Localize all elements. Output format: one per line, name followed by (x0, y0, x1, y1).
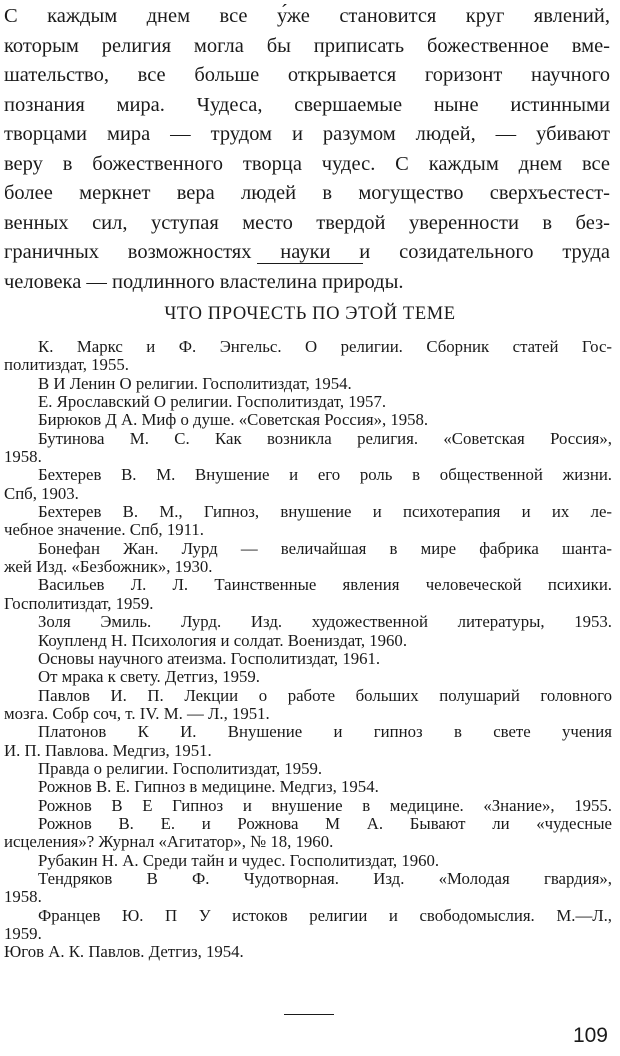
bibliography-line: Бутинова М. С. Как возникла религия. «Советская Россия», (38, 428, 612, 448)
paragraph-line: познания мира. Чудеса, свершаемые ныне истинными (4, 93, 610, 116)
bibliography-line: 1958. (4, 887, 42, 907)
bibliography-line: Коупленд Н. Психология и солдат. Воениздат, 1960. (38, 630, 408, 650)
bibliography-line: Бонефан Жан. Лурд — величайшая в мире фабрика шанта- (38, 538, 612, 558)
bibliography-line: Е. Ярославский О религии. Госполитиздат, 1957. (38, 392, 387, 412)
bibliography-line: чебное значение. Спб, 1911. (4, 520, 204, 540)
bibliography-line: Рубакин Н. А. Среди тайн и чудес. Госполитиздат, 1960. (38, 850, 440, 870)
bibliography-line: жей Изд. «Безбожник», 1930. (4, 557, 213, 577)
bibliography-line: мозга. Собр соч, т. IV. М. — Л., 1951. (4, 703, 270, 723)
bibliography-line: Правда о религии. Госполитиздат, 1959. (38, 758, 323, 778)
bibliography-line: Югов А. К. Павлов. Детгиз, 1954. (4, 942, 244, 962)
bibliography-line: Рожнов В. Е. и Рожнова М А. Бывают ли «чудесные (38, 813, 612, 833)
bibliography-line: В И Ленин О религии. Госполитиздат, 1954. (38, 373, 352, 393)
bibliography-line: Бехтерев В. М. Внушение и его роль в общественной жизни. (38, 465, 612, 485)
paragraph-line: шательство, все больше открывается горизонт научного (4, 64, 610, 86)
bibliography-line: И. П. Павлова. Медгиз, 1951. (4, 740, 212, 760)
paragraph-line: венных сил, уступая место твердой уверенности в без- (4, 211, 610, 234)
bibliography-line: Бехтерев В. М., Гипноз, внушение и психотерапия и их ле- (38, 502, 612, 522)
bibliography-line: Госполитиздат, 1959. (4, 593, 154, 613)
page-number: 109 (572, 1024, 608, 1047)
bibliography-line: Тендряков В Ф. Чудотворная. Изд. «Молодая гвардия», (38, 868, 612, 888)
bibliography-line: Павлов И. П. Лекции о работе больших полушарий головного (38, 685, 612, 705)
paragraph-line: которым религия могла бы приписать божественное вме- (4, 34, 610, 57)
paragraph-line: творцами мира — трудом и разумом людей, — убивают (4, 123, 610, 145)
bibliography-line: исцеления»? Журнал «Агитатор», № 18, 1960. (4, 832, 334, 852)
bibliography-line: От мрака к свету. Детгиз, 1959. (38, 667, 261, 687)
bibliography-line: 1958. (4, 447, 42, 467)
bibliography-line: Рожнов В. Е. Гипноз в медицине. Медгиз, 1954. (38, 777, 379, 797)
paragraph-line: более меркнет вера людей в могущество сверхъестест- (4, 182, 610, 204)
paragraph-line: С каждым днем все у́же становится круг явлений, (4, 5, 610, 27)
paragraph-line: веру в божественного творца чудес. С каждым днем все (4, 152, 610, 175)
section-divider-top (257, 263, 363, 264)
bibliography-line: К. Маркс и Ф. Энгельс. О религии. Сборник статей Гос- (38, 337, 612, 356)
bibliography-line: 1959. (4, 924, 42, 943)
bibliography-line: Францев Ю. П У истоков религии и свободомыслия. М.—Л., (38, 905, 612, 925)
bibliography-line: политиздат, 1955. (4, 355, 129, 375)
paragraph-line: человека — подлинного властелина природы. (4, 270, 404, 293)
paragraph-line: граничных возможностях науки и созидательного труда (4, 241, 610, 263)
bibliography-line: Золя Эмиль. Лурд. Изд. художественной литературы, 1953. (38, 612, 612, 632)
bibliography-line: Платонов К И. Внушение и гипноз в свете учения (38, 722, 612, 742)
bibliography-line: Бирюков Д А. Миф о душе. «Советская Россия», 1958. (38, 410, 429, 430)
bibliography-line: Спб, 1903. (4, 483, 79, 503)
section-divider-bottom (284, 1014, 334, 1015)
bibliography-list (4, 338, 612, 962)
closing-paragraph (4, 2, 610, 297)
bibliography-line: Рожнов В Е Гипноз и внушение в медицине. «Знание», 1955. (38, 795, 612, 815)
bibliography-line: Основы научного атеизма. Госполитиздат, 1961. (38, 648, 381, 668)
section-heading: ЧТО ПРОЧЕСТЬ ПО ЭТОЙ ТЕМЕ (164, 304, 456, 324)
bibliography-line: Васильев Л. Л. Таинственные явления человеческой психики. (38, 575, 612, 595)
